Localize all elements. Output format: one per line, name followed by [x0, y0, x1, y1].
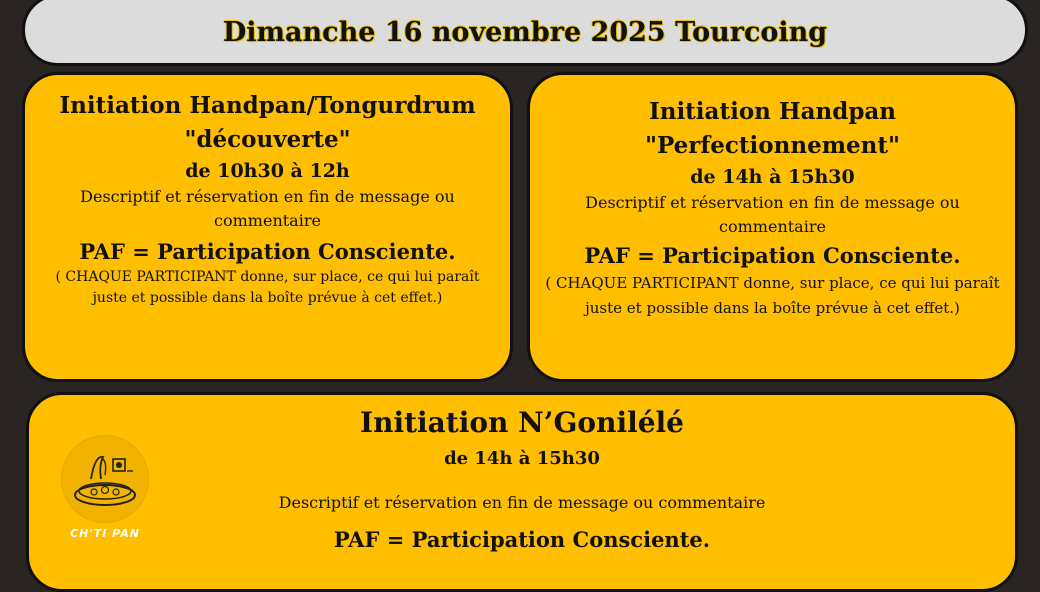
card-description: Descriptif et réservation en fin de message ou commentaire — [278, 493, 766, 512]
card-note: ( CHAQUE PARTICIPANT donne, sur place, ce qui lui paraît juste et possible dans la boîte prévue à cet effet.) — [55, 269, 480, 306]
card-handpan-perfectionnement — [527, 72, 1018, 382]
card-time: de 14h à 15h30 — [444, 448, 600, 469]
header-banner — [22, 0, 1028, 66]
card-description: Descriptif et réservation en fin de message ou commentaire — [585, 193, 960, 236]
handpan-logo-svg — [61, 435, 149, 523]
logo-text: CH'TI PAN — [70, 527, 140, 540]
card-note: ( CHAQUE PARTICIPANT donne, sur place, ce qui lui paraît juste et possible dans la boîte prévue à cet effet.) — [545, 274, 1000, 317]
card-title-line2: "Perfectionnement" — [644, 132, 901, 159]
card-paf: PAF = Participation Consciente. — [584, 243, 961, 268]
card-description: Descriptif et réservation en fin de message ou commentaire — [80, 187, 455, 230]
handpan-logo-icon — [61, 435, 149, 540]
card-paf: PAF = Participation Consciente. — [333, 527, 711, 552]
card-title-line1: Initiation Handpan/Tongurdrum — [59, 92, 476, 119]
card-time: de 10h30 à 12h — [185, 160, 350, 182]
card-ngonilele — [26, 392, 1018, 592]
card-title: Initiation N’Gonilélé — [360, 406, 684, 439]
card-title-line2: "découverte" — [184, 126, 351, 153]
card-handpan-decouverte — [22, 72, 513, 382]
page-title: Dimanche 16 novembre 2025 Tourcoing — [222, 16, 828, 48]
card-title-line1: Initiation Handpan — [648, 98, 897, 125]
card-time: de 14h à 15h30 — [690, 166, 855, 188]
card-paf: PAF = Participation Consciente. — [79, 239, 456, 264]
